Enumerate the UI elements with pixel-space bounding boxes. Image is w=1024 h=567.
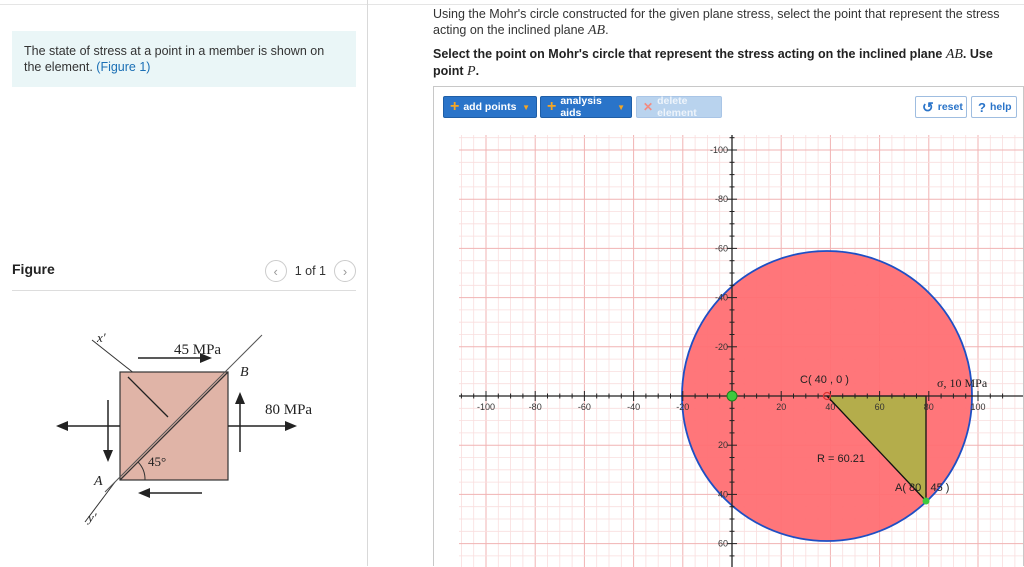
chevron-down-icon: ▼ (522, 102, 530, 112)
x-tick-label: 80 (923, 402, 934, 412)
x-prime-axis (92, 340, 135, 374)
chevron-right-icon[interactable]: › (334, 260, 356, 282)
point-a-label: A (94, 474, 103, 489)
reset-button[interactable]: ↺ reset (915, 96, 967, 118)
x-tick-label: -20 (676, 402, 690, 412)
intro-box (12, 31, 356, 87)
question-text: Using the Mohr's circle constructed for the given plane stress, select the point that represent the stress acting on the inclined plane AB. (433, 7, 1000, 38)
x-tick-label: -40 (627, 402, 641, 412)
x-tick-label: 60 (874, 402, 885, 412)
figure-title: Figure (12, 261, 55, 277)
y-tick-label: 40 (717, 489, 728, 500)
sigma-axis-label: σ, 10 MPa (937, 376, 988, 390)
origin-point[interactable] (727, 391, 737, 401)
plus-icon: + (450, 98, 460, 115)
x-tick-label: -80 (528, 402, 542, 412)
x-tick-label: 40 (825, 402, 836, 412)
radius-label: R = 60.21 (817, 453, 866, 465)
help-icon: ? (978, 99, 986, 115)
mohrs-circle-graph[interactable] (434, 125, 1023, 567)
stress-element-figure (50, 322, 350, 532)
y-tick-label: -100 (709, 145, 728, 155)
chevron-left-icon[interactable]: ‹ (265, 260, 287, 282)
y-tick-label: -40 (714, 292, 728, 303)
y-tick-label: -20 (714, 341, 728, 352)
center-label: C( 40 , 0 ) (800, 374, 849, 386)
pager-text: 1 of 1 (294, 264, 326, 278)
right-stress-label: 80 MPa (265, 402, 313, 418)
delete-element-button[interactable]: ✕ delete element (636, 96, 722, 118)
figure-header (12, 258, 356, 291)
point-a[interactable] (923, 498, 930, 505)
x-tick-label: -60 (577, 402, 591, 412)
x-tick-label: 100 (970, 402, 986, 412)
point-b-label: B (240, 365, 249, 380)
intro-text: The state of stress at a point in a member is shown on the element. (24, 44, 325, 74)
figure-link[interactable]: (Figure 1) (96, 60, 151, 74)
y-prime-label: y′ (88, 510, 97, 525)
y-tick-label: 20 (717, 440, 728, 451)
angle-label: 45° (148, 454, 167, 469)
help-button[interactable]: ? help (971, 96, 1017, 118)
figure-pager (265, 260, 356, 282)
plus-icon: + (547, 98, 557, 115)
analysis-aids-button[interactable]: + analysis aids ▼ (540, 96, 632, 118)
y-tick-label: -60 (714, 243, 728, 254)
y-tick-label: -80 (714, 194, 728, 205)
question-instruction: Select the point on Mohr's circle that represent the stress acting on the inclined plane AB. Use point P. (433, 47, 993, 79)
x-tick-label: -100 (476, 402, 496, 412)
close-icon: ✕ (643, 100, 654, 114)
top-stress-label: 45 MPa (174, 342, 222, 358)
x-prime-label: x′ (97, 330, 106, 345)
add-points-button[interactable]: + add points ▼ (443, 96, 537, 118)
x-tick-label: 20 (776, 402, 787, 412)
left-panel (0, 0, 368, 566)
tool-toolbar (434, 87, 1023, 125)
chevron-down-icon: ▼ (617, 102, 625, 112)
graphing-tool (433, 86, 1024, 566)
y-tick-label: 60 (717, 538, 728, 549)
reset-icon: ↺ (922, 98, 934, 115)
point-a-label: A( 80 , 45 ) (895, 482, 950, 494)
